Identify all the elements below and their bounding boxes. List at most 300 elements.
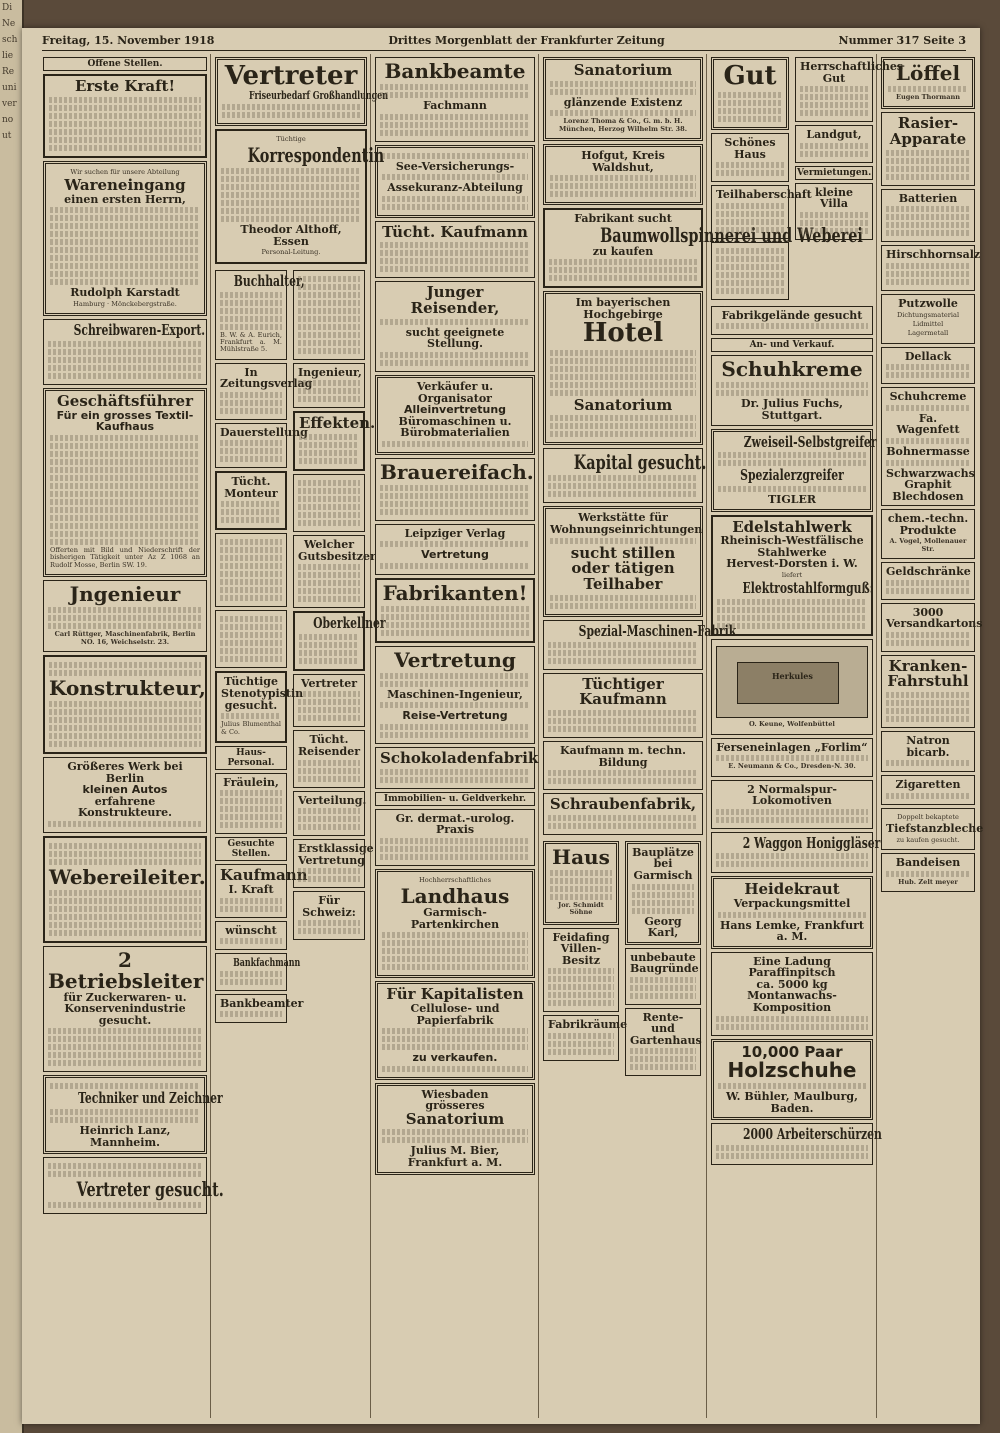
- ad-headline: wünscht: [225, 923, 277, 937]
- ad-subhead-2: gesucht.: [98, 1013, 152, 1027]
- ad-headline: Tücht. Kaufmann: [382, 222, 528, 241]
- ad-wuenscht: [215, 921, 287, 951]
- section-heading: Gesuchte Stellen.: [215, 837, 287, 861]
- ad-subhead-3: Lagermetall: [907, 329, 949, 338]
- ad-firm: A. Vogel, Mollenauer Str.: [889, 537, 967, 553]
- ad-headline: Schreibwaren-Export.: [73, 321, 206, 340]
- edge-text: no: [2, 115, 14, 125]
- section-heading: Haus-Personal.: [215, 746, 287, 770]
- ad-schraubenfabrik: [543, 793, 703, 835]
- ad-headline: Sanatorium: [573, 61, 673, 79]
- ad-headline: Dellack: [904, 349, 952, 363]
- ad-subhead-2: Reise-Vertretung: [402, 709, 508, 723]
- ad-headline: Eine Ladung Paraffinpitsch: [748, 954, 836, 980]
- section-heading: An- und Verkauf.: [711, 338, 873, 352]
- ad-subhead-3: liefert: [781, 571, 803, 580]
- ad-edelstahlwerk: [711, 515, 873, 637]
- ad-headline: Löffel: [895, 61, 961, 85]
- ad-firm: Julius Blumenthal & Co.: [221, 720, 281, 736]
- ad-headline: Fabrikgelände gesucht: [721, 308, 863, 322]
- ad-schuhcreme: [881, 387, 975, 506]
- ad-schweiz: [293, 891, 365, 940]
- ad-ingenieur: [43, 580, 207, 652]
- ad-praxis: [375, 809, 535, 866]
- ad-herrschaftliches-gut: [795, 57, 904, 122]
- edge-text: ver: [2, 99, 17, 109]
- ad-subhead: Fa. Wagenfett: [896, 411, 960, 437]
- ad-headline: Verteilung.: [298, 793, 367, 807]
- ad-geschaeftsfuehrer: [43, 388, 207, 577]
- ad-subhead: zu kaufen gesucht.: [896, 835, 960, 844]
- ad-generic: [711, 242, 789, 300]
- ad-firm: Hub. Zelt meyer: [898, 877, 958, 886]
- ad-reference: Offerten mit Bild und Niederschrift der bisherigen Tätigkeit unter Az Z 1068 an Rudolf Mosse, Berlin SW. 19.: [50, 546, 200, 569]
- ad-schoenes-haus: [711, 133, 789, 182]
- ad-headline: Vertretung: [394, 647, 516, 672]
- ad-fabrikgelaende: [711, 306, 873, 336]
- ad-lanz: [43, 1075, 223, 1154]
- ad-tiefstanzbleche: [881, 808, 984, 850]
- ad-subhead: Cellulose- und Papierfabrik: [410, 1002, 500, 1027]
- ad-headline: Tüchtiger Kaufmann: [579, 674, 667, 709]
- ad-geldschraenke: [881, 562, 975, 600]
- ad-herkules: [711, 639, 873, 734]
- ad-zeitungsverlag: [215, 363, 313, 420]
- ad-headline: Gut: [723, 61, 777, 91]
- ad-subhead-2: Lidmittel: [912, 319, 944, 328]
- ad-headline: Vertreter: [300, 676, 358, 690]
- ad-vertreter-friseur: [215, 57, 388, 126]
- ad-headline: Hofgut, Kreis Waldshut,: [581, 149, 665, 174]
- ad-headline: Landgut,: [806, 128, 862, 142]
- ad-haus: [543, 841, 619, 925]
- ad-fraeulein: [215, 773, 287, 835]
- crate-illustration: [716, 646, 868, 718]
- ad-intro: Im bayerischen Hochgebirge: [575, 296, 671, 321]
- ad-subhead-2: Büromaschinen u. Bürobmaterialien: [398, 414, 512, 440]
- ad-subhead: Assekuranz-Abteilung: [387, 181, 523, 195]
- ad-kleine-villa: [795, 183, 873, 240]
- ad-headline: 2 Betriebsleiter: [48, 947, 204, 993]
- ad-headline: Hotel: [582, 318, 664, 349]
- ad-subhead: Maschinen-Ingenieur,: [387, 687, 523, 701]
- ad-headline: Bauplätze bei Garmisch: [632, 845, 694, 882]
- ad-firm: O. Keune, Wolfenbüttel: [749, 720, 835, 729]
- ad-firm: Jor. Schmidt Söhne: [558, 900, 604, 917]
- column-6-left: [708, 54, 812, 303]
- ad-headline: Baumwollspinnerei und Weberei: [600, 222, 863, 247]
- ad-bankbeamte: [375, 57, 535, 142]
- ad-generic: [215, 533, 287, 607]
- ad-bankfachmann: [215, 953, 301, 991]
- ad-subhead-2: zu verkaufen.: [412, 1051, 498, 1065]
- ad-headline: Größeres Werk bei Berlin: [67, 760, 183, 785]
- ad-schuhkreme: [711, 355, 873, 425]
- ad-subhead: Rheinisch-Westfälische Stahlwerke: [720, 534, 864, 559]
- ad-subhead: für Zuckerwaren- u. Konservenindustrie: [63, 990, 187, 1016]
- ad-vertretung: [375, 646, 535, 744]
- ad-holzschuhe: [711, 1039, 873, 1121]
- ad-headline: Bankbeamte: [384, 59, 526, 83]
- ad-firm: B. W. & A. Eurich, Frankfurt a. M. Mühlstraße 5.: [220, 330, 282, 354]
- ad-headline: Putzwolle: [898, 297, 958, 310]
- ad-subhead: einen ersten Herrn,: [64, 192, 186, 206]
- ad-headline: Korrespondentin: [247, 143, 385, 168]
- ad-schokoladenfabrik: [375, 747, 539, 789]
- ad-selbstgreifer: [711, 429, 877, 512]
- edge-text: Ne: [2, 19, 16, 29]
- ad-teilhaberschaft: [711, 185, 812, 239]
- ad-ingenieur-2: [293, 363, 365, 409]
- ad-subhead: Verpackungsmittel: [733, 897, 851, 911]
- ad-headline: Oberkellner: [313, 614, 386, 633]
- ad-headline: 2000 Arbeiterschürzen: [743, 1125, 882, 1144]
- ad-subhead: Für ein grosses Textil-Kaufhaus: [56, 408, 194, 434]
- header-issue: Nummer 317 Seite 3: [838, 34, 966, 47]
- ad-hofgut: [543, 144, 703, 205]
- ad-schreibwaren: [43, 319, 207, 385]
- ad-zigaretten: [881, 775, 975, 805]
- ad-intro: Hochherrschaftliches: [419, 875, 491, 884]
- ad-firm: E. Neumann & Co., Dresden-N. 30.: [728, 762, 856, 771]
- ad-headline: Konstrukteur,: [49, 676, 206, 701]
- ad-verteilung: [293, 791, 365, 837]
- column-6-top: [708, 54, 904, 303]
- column-7: [878, 54, 984, 1418]
- ad-vertreter-2: [293, 674, 365, 728]
- ad-vertreter: [43, 1157, 224, 1214]
- ad-headline: Landhaus: [400, 884, 510, 909]
- ad-headline: Haus: [552, 844, 610, 869]
- ad-intro: Wir suchen für unsere Abteilung: [70, 167, 180, 176]
- ad-headline: Verkäufer u. Organisator: [416, 379, 494, 405]
- ad-headline: sucht stillen oder tätigen Teilhaber: [570, 543, 676, 594]
- ad-headline: kleine Villa: [815, 185, 853, 211]
- section-heading: Immobilien- u. Geldverkehr.: [375, 792, 535, 806]
- ad-headline: 3000 Versandkartons: [886, 605, 983, 631]
- ad-effekten: [293, 411, 376, 471]
- ad-firm: Carl Rüttger, Maschinenfabrik, Berlin NO. 16, Weichselstr. 23.: [54, 630, 196, 646]
- page-header: [42, 34, 966, 51]
- ad-lokomotiven: [711, 780, 873, 829]
- ad-autos: [43, 757, 207, 833]
- ad-firm: W. Bühler, Maulburg, Baden.: [726, 1090, 858, 1115]
- section-heading: Offene Stellen.: [43, 57, 207, 71]
- ad-landhaus: [375, 869, 535, 979]
- ad-subhead: grösseres: [425, 1099, 485, 1113]
- column-3: [290, 267, 386, 1027]
- ad-main: Elektrostahlformguß:: [742, 579, 874, 598]
- ad-subhead-4: Graphit: [904, 478, 952, 492]
- ad-bandeisen: [881, 853, 975, 892]
- ad-headline: Fräulein,: [223, 775, 279, 789]
- ad-firm-2: Personal-Leitung.: [261, 248, 321, 257]
- ad-firm: Hans Lemke, Frankfurt a. M.: [720, 918, 864, 944]
- ad-dellack: [881, 347, 975, 385]
- ad-bauplaetze: [625, 841, 701, 945]
- ad-karstadt: [43, 161, 207, 317]
- ad-baugruende: [625, 948, 701, 1005]
- column-6: [708, 54, 904, 1418]
- ad-firm: Dr. Julius Fuchs, Stuttgart.: [741, 397, 843, 423]
- ad-spezial-maschinen: [543, 620, 737, 670]
- ad-subhead: kleinen Autos: [82, 783, 168, 797]
- ad-firm: Julius M. Bier, Frankfurt a. M.: [407, 1144, 503, 1170]
- ad-bankbeamter: [215, 994, 304, 1024]
- ad-headline: In Zeitungsverlag: [220, 365, 313, 391]
- ad-headline: Bankbeamter: [220, 996, 304, 1010]
- ad-headline: Schokoladenfabrik: [380, 748, 539, 767]
- ad-erstklassige-vertretung: [293, 839, 374, 888]
- ad-kaufmann: [215, 864, 308, 917]
- column-6-right: [792, 54, 904, 303]
- ad-headline: Wiesbaden: [421, 1087, 489, 1101]
- ad-headline: Fabrikräume: [548, 1018, 628, 1032]
- ad-landgut: [795, 125, 873, 163]
- ad-subhead-2: Bohnermasse: [886, 444, 970, 458]
- ad-headline: Feidafing: [552, 930, 610, 944]
- ad-headline: Ingenieur,: [298, 365, 362, 379]
- ad-subhead: I. Kraft: [228, 883, 274, 897]
- ad-headline: Geldschränke: [886, 565, 971, 579]
- edge-text: Re: [2, 67, 15, 77]
- crate-label: Herkules: [772, 671, 813, 682]
- ad-firm: Theodor Althoff, Essen: [240, 223, 342, 248]
- ad-headline: Schönes Haus: [724, 136, 776, 161]
- ad-fabrikraeume: [543, 1015, 628, 1061]
- ad-kaufmann-techn: [543, 741, 703, 790]
- edge-text: lie: [2, 51, 14, 61]
- ad-subhead: Fachmann: [423, 99, 487, 112]
- ad-headline: Dauerstellung: [220, 425, 308, 439]
- ad-headline: See-Versicherungs-: [395, 159, 515, 173]
- ad-sanatorium: [543, 57, 703, 141]
- ad-subhead: zu kaufen: [592, 244, 654, 258]
- ad-headline: Buchhalter,: [233, 271, 305, 290]
- ad-werkstaette: [543, 506, 703, 616]
- ad-subhead: Dichtungsmaterial: [896, 310, 960, 319]
- ad-subhead: Garmisch-Partenkirchen: [410, 906, 500, 931]
- ad-headline: Kaufmann m. techn. Bildung: [560, 744, 686, 769]
- ad-subhead: ca. 5000 kg Montanwachs-Komposition: [747, 977, 837, 1014]
- ad-headline: Kaufmann: [220, 866, 308, 885]
- ad-headline: Tüchtige Stenotypistin gesucht.: [221, 675, 304, 712]
- ad-headline: Schraubenfabrik,: [549, 795, 697, 814]
- ad-headline: Brauereifach.: [380, 459, 534, 484]
- ad-see-versicherung: [375, 145, 535, 218]
- ad-headline: Rasier-Apparate: [889, 114, 967, 149]
- ad-leipziger-verlag: [375, 524, 535, 575]
- ad-webereileiter: [43, 836, 207, 943]
- column-5-split: [540, 838, 706, 1079]
- ad-chem-produkte: [881, 509, 975, 559]
- ad-subhead: Friseurbedarf Großhandlungen: [249, 89, 388, 103]
- ad-firm: Lorenz Thoma & Co., G. m. b. H. München, Herzog Wilhelm Str. 38.: [558, 117, 688, 133]
- ad-gartenhaus: [625, 1008, 701, 1077]
- ad-headline: Zigaretten: [895, 778, 961, 792]
- ad-firm: Eugen Thormann: [895, 93, 961, 101]
- ad-rasier-apparate: [881, 112, 975, 186]
- ad-headline: Tücht. Reisender: [298, 733, 360, 758]
- ad-headline: Hirschhornsalz: [886, 248, 981, 262]
- ad-subhead-2: Hervest-Dorsten i. W.: [726, 557, 858, 571]
- ad-generic: [215, 610, 287, 668]
- ad-headline: Schuhkreme: [721, 357, 863, 382]
- ad-reisender: [293, 730, 365, 787]
- ad-main: Sanatorium: [405, 1109, 505, 1128]
- ad-headline: Junger Reisender,: [410, 283, 500, 318]
- ad-headline: Welcher Gutsbesitzer: [298, 538, 376, 563]
- ad-headline: Schuhcreme: [889, 390, 967, 404]
- ad-subhead-3: Schwarzwachs: [886, 466, 975, 480]
- ad-krankenfahrstuhl: [881, 655, 975, 729]
- ad-generic: [293, 270, 365, 360]
- ad-buchhalter: [215, 270, 305, 360]
- ad-headline: Für Kapitalisten: [386, 985, 524, 1004]
- ad-headline: Vertreter: [224, 61, 358, 91]
- ad-generic: [293, 474, 365, 532]
- ad-paraffin: [711, 952, 873, 1036]
- ad-organisator: [375, 375, 535, 455]
- ad-oberkellner: [293, 611, 386, 671]
- ad-headline: 2 Waggon Honiggläser: [742, 833, 881, 852]
- ad-headline: Leipziger Verlag: [404, 526, 506, 540]
- ad-stenotypistin: [215, 671, 304, 742]
- ad-tuechtiger-kaufmann: [543, 673, 703, 739]
- ad-konstrukteur: [43, 655, 207, 754]
- ad-headline: Erste Kraft!: [74, 77, 176, 95]
- ad-intro: Tüchtige: [276, 134, 306, 143]
- column-2: [212, 54, 388, 1418]
- ad-kapital: [543, 448, 707, 503]
- ad-headline: Ferseneinlagen „Forlim“: [716, 740, 868, 754]
- ad-hirschhornsalz: [881, 245, 981, 291]
- ad-batterien: [881, 189, 975, 243]
- ad-subhead-5: Blechdosen: [892, 489, 964, 503]
- ad-betriebsleiter: [43, 946, 207, 1073]
- column-4: [372, 54, 539, 1418]
- ad-natron: [881, 731, 975, 772]
- edge-text: Di: [2, 3, 13, 13]
- ad-city: Hamburg · Mönckebergstraße.: [73, 300, 177, 308]
- ad-headline: Webereileiter.: [49, 864, 206, 889]
- ad-headline: Gr. dermat.-urolog. Praxis: [395, 811, 515, 837]
- ad-headline: unbebaute Baugründe: [630, 950, 699, 976]
- edge-text: ut: [2, 131, 12, 141]
- ad-dauerstellung: [215, 423, 308, 469]
- ad-headline: Kapital gesucht.: [573, 450, 707, 475]
- ad-feldafing: [543, 928, 619, 1013]
- ad-monteur: [215, 471, 287, 530]
- ad-subhead: glänzende Existenz: [563, 95, 683, 109]
- ad-gutsbesitzer: [293, 535, 376, 608]
- ad-firm: Rudolph Karstadt: [70, 286, 180, 300]
- ad-ferseneinlagen: [711, 738, 873, 777]
- ad-headline: Für Schweiz:: [302, 894, 356, 919]
- ad-headline: Teilhaberschaft: [716, 188, 812, 202]
- ad-headline: Spezial-Maschinen-Fabrik: [578, 621, 737, 640]
- ad-headline: Techniker und Zeichner: [78, 1089, 223, 1108]
- ad-loeffel: [881, 57, 975, 109]
- ad-headline: Batterien: [898, 191, 958, 205]
- ad-headline: Zweiseil-Selbstgreifer: [743, 432, 877, 451]
- ad-headline: Vertreter gesucht.: [76, 1177, 224, 1202]
- column-5-left: [540, 838, 628, 1079]
- ad-korrespondentin: [215, 129, 385, 264]
- ad-headline: 2 Normalspur-Lokomotiven: [747, 782, 837, 808]
- ad-headline: Kranken-Fahrstuhl: [887, 656, 969, 691]
- ad-headline: Fabrikanten!: [382, 580, 528, 605]
- ad-erste-kraft: [43, 74, 207, 158]
- ad-headline: Geschäftsführer: [57, 392, 193, 411]
- header-date: Freitag, 15. November 1918: [42, 34, 215, 47]
- ad-subhead: Villen-Besitz: [560, 942, 602, 967]
- ad-firm: Georg Karl,: [644, 914, 682, 940]
- ad-headline: Rente- und Gartenhaus: [630, 1010, 702, 1047]
- ad-brauereifach: [375, 458, 535, 521]
- ad-headline: Bandeisen: [895, 856, 961, 870]
- ad-intro: Werkstätte für Wohnungseinrichtungen: [550, 511, 703, 536]
- ad-junger-reisender: [375, 281, 535, 372]
- column-2-split: [212, 267, 386, 1027]
- ad-baumwollspinnerei: [543, 208, 863, 288]
- ad-subhead-2: erfahrene Konstrukteure.: [77, 794, 173, 820]
- column-5-right: [622, 838, 704, 1079]
- adjacent-page-edge: [0, 0, 24, 1433]
- ad-firm: Heinrich Lanz, Mannheim.: [79, 1124, 171, 1149]
- ad-headline: Heidekraut: [744, 880, 840, 899]
- ad-firm: TIGLER: [768, 493, 816, 507]
- ad-headline: Herrschaftliches Gut: [800, 60, 904, 85]
- newspaper-page: [22, 28, 984, 1424]
- ad-headline: Tiefstanzbleche: [886, 822, 984, 836]
- ad-headline: chem.-techn. Produkte: [887, 512, 969, 537]
- section-heading: Vermietungen.: [797, 167, 872, 178]
- ad-schuerzen: [711, 1123, 882, 1165]
- ad-headline: Edelstahlwerk: [732, 517, 852, 536]
- ad-subhead: Spezialerzgreifer: [740, 466, 844, 485]
- ad-headline: Jngenieur: [69, 582, 181, 607]
- ad-headline: 10,000 Paar: [741, 1042, 843, 1061]
- ad-subhead: Sanatorium: [573, 395, 673, 414]
- ad-versandkartons: [881, 603, 983, 652]
- ad-wiesbaden: [375, 1083, 535, 1175]
- column-1: [40, 54, 224, 1418]
- header-paper: Drittes Morgenblatt der Frankfurter Zeitung: [388, 34, 665, 47]
- ad-headline: Bankfachmann: [233, 956, 301, 970]
- ad-putzwolle: [881, 294, 975, 344]
- ad-subhead: sucht geeignete Stellung.: [405, 325, 505, 351]
- ad-subhead: Vertretung: [421, 548, 489, 562]
- ad-main: Holzschuhe: [727, 1058, 857, 1083]
- ad-gut: [711, 57, 789, 130]
- ad-honiggläser: [711, 832, 881, 874]
- ad-hotel: [543, 291, 703, 445]
- ad-headline: Natron bicarb.: [906, 734, 950, 759]
- ad-headline: Effekten.: [299, 414, 376, 433]
- ad-intro: Fabrikant sucht: [574, 212, 672, 226]
- ad-subhead: Alleinvertretung: [403, 403, 507, 417]
- ad-intro: Doppelt bekaptete: [897, 812, 959, 821]
- ad-headline: Tücht. Monteur: [224, 475, 278, 500]
- ad-kapitalisten: [375, 981, 535, 1079]
- edge-text: sch: [2, 35, 18, 45]
- ad-fabrikanten: [375, 578, 535, 643]
- column-2-left: [212, 267, 313, 1027]
- ad-headline: Erstklassige Vertretung: [298, 842, 374, 867]
- ad-tuecht-kaufmann: [375, 221, 535, 279]
- ad-headline: Wareneingang: [64, 176, 186, 195]
